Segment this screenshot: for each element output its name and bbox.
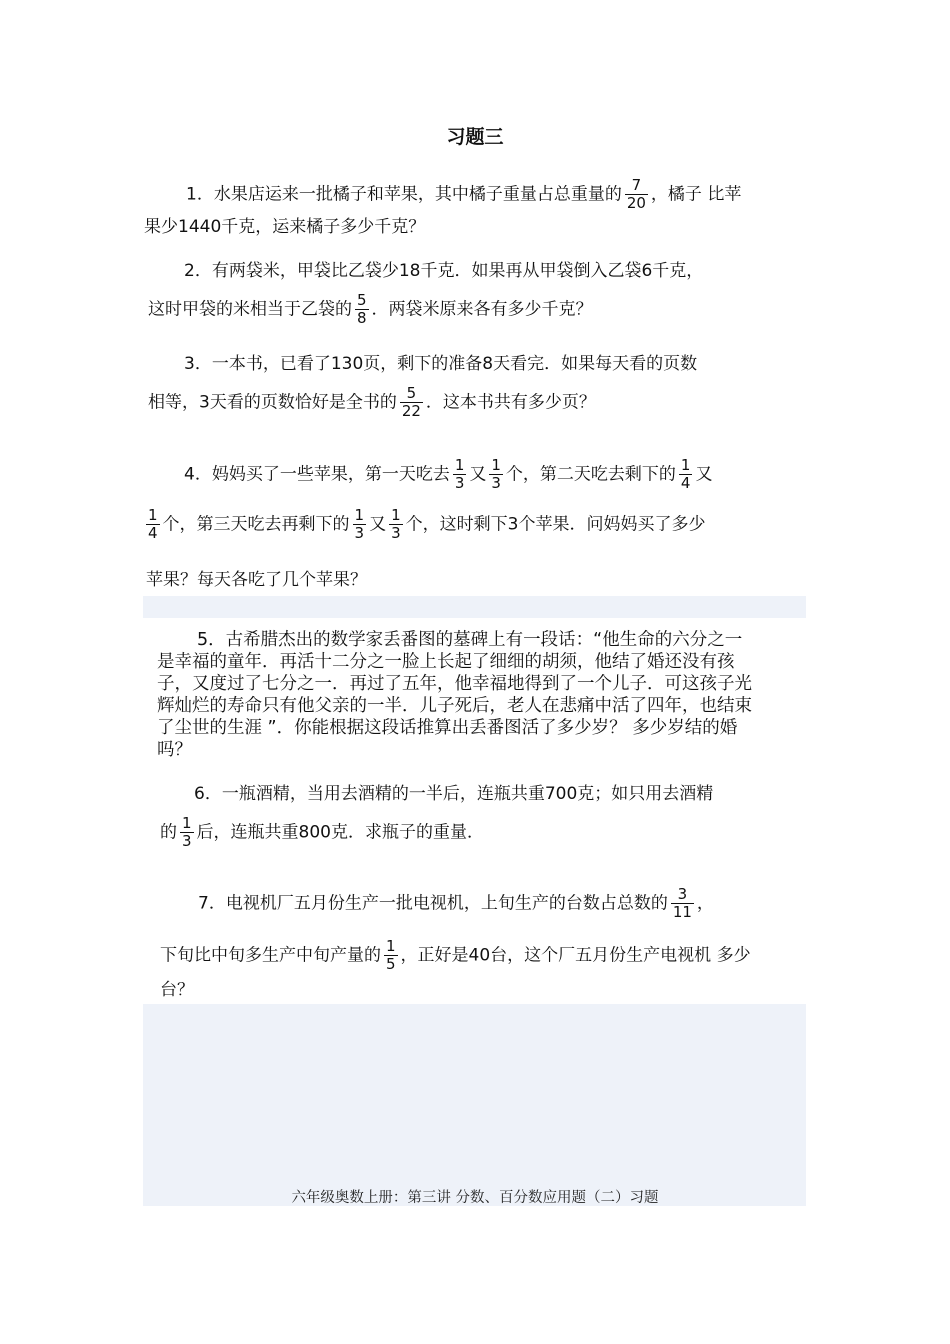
q1-fraction [625,177,648,212]
q7-text-b: ， [696,893,714,914]
q4-fraction-5 [353,507,367,542]
frac-num: 1 [680,456,691,474]
q1-text-b: ，橘子 比苹 [650,184,742,205]
q1-line-2: 果少1440千克，运来橘子多少千克？ [144,217,426,237]
frac-num: 1 [454,456,465,474]
q3-text-b: ．这本书共有多少页？ [425,392,596,413]
shaded-band-top [143,596,806,618]
frac-num: 1 [491,456,501,474]
q1-text-a: 1．水果店运来一批橘子和苹果，其中橘子重量占总重量的 [186,184,622,205]
q6-fraction [180,815,194,850]
q7-line-3: 台？ [160,980,194,1000]
q4-text-g: 个，这时剩下3个苹果．问妈妈买了多少 [405,514,706,535]
q2-line-1: 2．有两袋米，甲袋比乙袋少18千克．如果再从甲袋倒入乙袋6千克， [184,261,704,281]
frac-num: 1 [354,506,365,524]
q5-line-6: 吗？ [157,740,192,760]
q3-fraction [400,385,423,420]
frac-num: 5 [406,384,417,402]
q7-text-c: 下旬比中旬多生产中旬产量的 [160,945,381,966]
q7-text-d: ，正好是40台，这个厂五月份生产电视机 多少 [400,945,751,966]
frac-num: 1 [148,506,158,524]
frac-den: 3 [391,524,401,542]
q4-line-2 [146,507,705,542]
frac-num: 1 [386,937,396,955]
q4-text-b: 又 [469,464,487,485]
q4-fraction-3 [679,457,693,492]
q7-line-1 [198,886,714,921]
q2-line-2 [148,292,593,327]
frac-den: 4 [680,474,691,492]
q3-line-1: 3．一本书，已看了130页，剩下的准备8天看完．如果每天看的页数 [184,354,698,374]
q4-fraction-1 [453,457,467,492]
q4-line-1 [184,457,712,492]
frac-den: 3 [182,832,192,850]
q6-text-a: 的 [160,822,177,843]
q7-fraction-2 [384,938,398,973]
q1-line-1 [186,177,741,212]
q4-text-e: 个，第三天吃去再剩下的 [162,514,350,535]
q4-text-a: 4．妈妈买了一些苹果，第一天吃去 [184,464,450,485]
q5-line-4: 辉灿烂的寿命只有他父亲的一半．儿子死后，老人在悲痛中活了四年，也结束 [157,696,752,716]
q5-line-3: 子，又度过了七分之一．再过了五年，他幸福地得到了一个儿子．可这孩子光 [157,674,752,694]
q4-text-d: 又 [695,464,713,485]
frac-den: 22 [401,402,421,420]
q4-fraction-6 [389,507,403,542]
q7-text-a: 7．电视机厂五月份生产一批电视机，上旬生产的台数占总数的 [198,893,668,914]
frac-num: 1 [391,506,401,524]
shaded-band-bottom [143,1004,806,1206]
frac-den: 3 [491,474,501,492]
q6-line-2 [160,815,484,850]
q2-text-b: ．两袋米原来各有多少千克？ [371,299,593,320]
q2-text-a: 这时甲袋的米相当于乙袋的 [148,299,352,320]
frac-den: 3 [354,524,365,542]
q3-line-2 [148,385,596,420]
q6-line-1: 6．一瓶酒精，当用去酒精的一半后，连瓶共重700克；如只用去酒精 [194,784,714,804]
q4-text-c: 个，第二天吃去剩下的 [505,464,676,485]
page-title: 习题三 [446,126,504,148]
frac-den: 20 [626,194,646,212]
q2-fraction [355,292,369,327]
q6-text-b: 后，连瓶共重800克．求瓶子的重量． [196,822,484,843]
frac-num: 7 [631,176,642,194]
frac-den: 4 [148,524,158,542]
frac-den: 3 [454,474,465,492]
q3-text-a: 相等，3天看的页数恰好是全书的 [148,392,397,413]
frac-num: 5 [357,291,367,309]
q4-line-3: 苹果？每天各吃了几个苹果？ [146,570,367,590]
q4-fraction-2 [489,457,503,492]
frac-den: 8 [357,309,367,327]
frac-num: 1 [182,814,192,832]
q4-fraction-4 [146,507,160,542]
q5-line-1: 5．古希腊杰出的数学家丢番图的墓碑上有一段话：“他生命的六分之一 [197,630,743,650]
q7-line-2 [160,938,751,973]
page-footer: 六年级奥数上册：第三讲 分数、百分数应用题（二）习题 [291,1190,659,1206]
frac-den: 11 [672,903,692,921]
q5-line-5: 了尘世的生涯 ”．你能根据这段话推算出丢番图活了多少岁？ 多少岁结的婚 [157,718,738,738]
frac-den: 5 [386,955,396,973]
q4-text-f: 又 [369,514,387,535]
frac-num: 3 [677,885,688,903]
q7-fraction-1 [671,886,694,921]
q5-line-2: 是幸福的童年．再活十二分之一脸上长起了细细的胡须，他结了婚还没有孩 [157,652,735,672]
